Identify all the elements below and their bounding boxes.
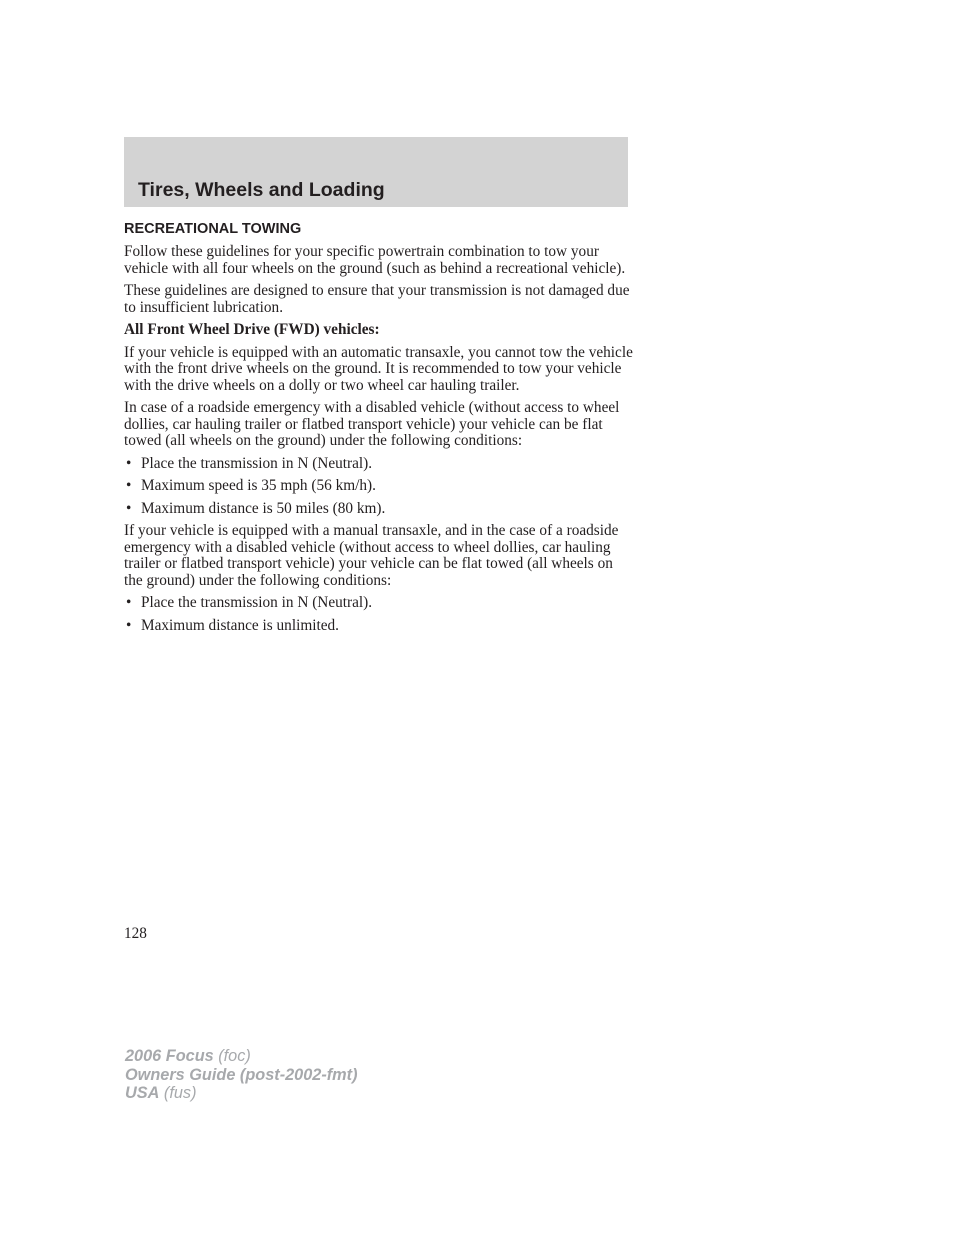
section-heading: RECREATIONAL TOWING [124, 221, 302, 237]
list-item-text: Place the transmission in N (Neutral). [141, 594, 373, 611]
list-item-text: Maximum distance is unlimited. [141, 616, 339, 634]
page-number: 128 [124, 925, 147, 942]
list-item-text: Maximum distance is 50 miles (80 km). [141, 499, 386, 517]
bullet-icon: • [126, 616, 132, 634]
bullet-list-manual [124, 595, 634, 634]
footer-model-code: (foc) [218, 1047, 251, 1065]
paragraph-intro: Follow these guidelines for your specific powertrain combination to tow your vehicle with all four wheels on the ground (such as behind a recreational vehicle). [124, 243, 626, 277]
footer-market: USA [125, 1084, 160, 1102]
footer-model: 2006 Focus [125, 1047, 214, 1065]
list-item [124, 456, 634, 473]
paragraph-automatic-transaxle: If your vehicle is equipped with an automatic transaxle, you cannot tow the vehicle with the front drive wheels on the ground. It is recommended to tow your vehicle with the drive wheels on a dolly or two wheel car hauling trailer. [124, 343, 633, 394]
footer-market-code: (fus) [163, 1084, 197, 1102]
paragraph-roadside-emergency: In case of a roadside emergency with a disabled vehicle (without access to wheel dollies, car hauling trailer or flatbed transport vehicle) your vehicle can be flat towed (all wheels on the ground) under the following conditions: [124, 399, 620, 449]
footer-line-market [125, 1084, 358, 1103]
page-title: Tires, Wheels and Loading [138, 179, 385, 201]
bullet-icon: • [126, 477, 132, 494]
list-item [124, 501, 634, 518]
list-item-text: Place the transmission in N (Neutral). [141, 454, 373, 472]
list-item [124, 618, 634, 635]
bullet-icon: • [126, 499, 132, 517]
section-header-band [124, 137, 628, 207]
paragraph-manual-transaxle: If your vehicle is equipped with a manual transaxle, and in the case of a roadside emergency with a disabled vehicle (without access to wheel dollies, car hauling trailer or flatbed transport vehicle) your vehicle can be flat towed (all wheels on the ground) under the following conditions: [124, 522, 619, 589]
bullet-icon: • [126, 454, 132, 472]
document-footer [125, 1047, 358, 1103]
footer-guide: Owners Guide (post-2002-fmt) [125, 1065, 358, 1084]
subheading-fwd: All Front Wheel Drive (FWD) vehicles: [124, 321, 380, 338]
bullet-icon: • [126, 594, 132, 611]
footer-line-model [125, 1047, 358, 1066]
list-item [124, 595, 634, 612]
paragraph-guidelines: These guidelines are designed to ensure that your transmission is not damaged due to insufficient lubrication. [124, 282, 630, 316]
list-item [124, 478, 634, 495]
list-item-text: Maximum speed is 35 mph (56 km/h). [141, 477, 376, 494]
bullet-list-automatic [124, 456, 634, 518]
content-area [124, 220, 634, 640]
